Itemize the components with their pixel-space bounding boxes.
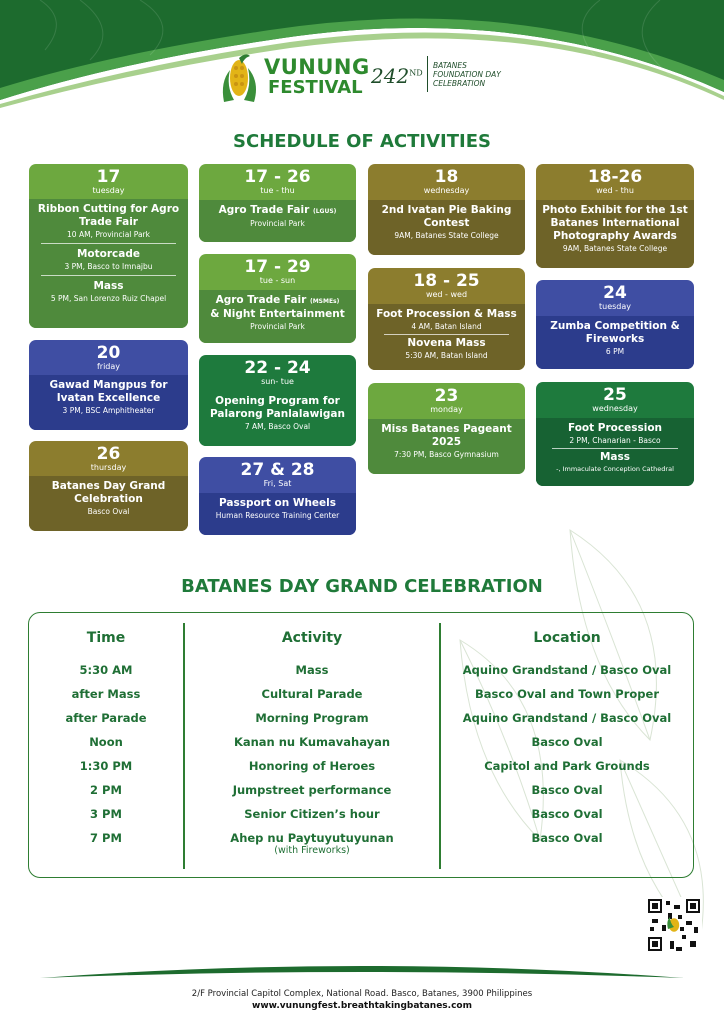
event-card: 18-26 wed - thu Photo Exhibit for the 1st Batanes International Photography Awards 9AM, Batanes State College <box>536 164 694 268</box>
event-card: 26 thursday Batanes Day Grand Celebration Basco Oval <box>29 441 188 531</box>
table-cell: Basco Oval <box>531 831 603 845</box>
logo-text-festival: FESTIVAL <box>268 77 363 98</box>
event-card: 27 & 28 Fri, Sat Passport on Wheels Human Resource Training Center <box>199 457 356 535</box>
table-cell: Noon <box>89 735 123 749</box>
event-card: 17 tuesday Ribbon Cutting for Agro Trade Fair 10 AM, Provincial Park Motorcade 3 PM, Basco to Imnajbu Mass 5 PM, San Lorenzo Ruiz Chapel <box>29 164 188 328</box>
table-cell: Aquino Grandstand / Basco Oval <box>462 711 672 725</box>
activity-column <box>185 629 439 856</box>
location-column <box>441 629 693 855</box>
address: 2/F Provincial Capitol Complex, National Road. Basco, Batanes, 3900 Philippines <box>191 989 533 999</box>
event-card: 22 - 24 sun- tue Opening Program for Palarong Panlalawigan 7 AM, Basco Oval <box>199 355 356 446</box>
grand-celebration-title: BATANES DAY GRAND CELEBRATION <box>181 576 543 597</box>
schedule-title: SCHEDULE OF ACTIVITIES <box>233 131 491 152</box>
table-cell: after Parade <box>65 711 147 725</box>
table-cell: 2 PM <box>90 783 122 797</box>
event-card: 17 - 29 tue - sun Agro Trade Fair (MSMEs) & Night Entertainment Provincial Park <box>199 254 356 343</box>
website-link[interactable]: www.vunungfest.breathtakingbatanes.com <box>252 1001 472 1011</box>
anniversary-text: BATANES FOUNDATION DAY CELEBRATION <box>433 61 501 88</box>
table-cell: Jumpstreet performance <box>232 783 392 797</box>
column-header: Activity <box>281 630 343 646</box>
festival-logo-icon <box>216 52 262 104</box>
event-card: 23 monday Miss Batanes Pageant 2025 7:30 PM, Basco Gymnasium <box>368 383 525 474</box>
column-header: Time <box>86 630 126 646</box>
table-cell: Senior Citizen’s hour <box>244 807 380 821</box>
table-cell: Capitol and Park Grounds <box>484 759 650 773</box>
time-column <box>29 629 183 855</box>
logo-text-vunung: VUNUNG <box>264 55 370 79</box>
table-cell: Basco Oval <box>531 735 603 749</box>
table-cell: Basco Oval <box>531 807 603 821</box>
anniversary-number: 242ND <box>371 64 423 88</box>
table-cell: Honoring of Heroes <box>248 759 376 773</box>
event-card: 18 - 25 wed - wed Foot Procession & Mass 4 AM, Batan Island Novena Mass 5:30 AM, Batan Island <box>368 268 525 370</box>
table-cell: 1:30 PM <box>79 759 133 773</box>
event-card: 25 wednesday Foot Procession 2 PM, Chanarian - Basco Mass -, Immaculate Conception Cathedral <box>536 382 694 486</box>
event-card: 20 friday Gawad Mangpus for Ivatan Excellence 3 PM, BSC Amphitheater <box>29 340 188 430</box>
event-card: 17 - 26 tue - thu Agro Trade Fair (LGUS) Provincial Park <box>199 164 356 242</box>
table-cell: Mass <box>295 663 329 677</box>
table-cell: Basco Oval <box>531 783 603 797</box>
event-card: 24 tuesday Zumba Competition & Fireworks 6 PM <box>536 280 694 369</box>
table-cell: 7 PM <box>90 831 122 845</box>
table-cell: Kanan nu Kumavahayan <box>233 735 391 749</box>
divider <box>427 56 428 92</box>
table-cell: Basco Oval and Town Proper <box>475 687 659 701</box>
event-card: 18 wednesday 2nd Ivatan Pie Baking Contest 9AM, Batanes State College <box>368 164 525 255</box>
table-cell: 3 PM <box>90 807 122 821</box>
table-cell: 5:30 AM <box>79 663 133 677</box>
table-cell: after Mass <box>71 687 141 701</box>
celebration-table <box>28 612 694 878</box>
table-cell: Ahep nu Paytuyutuyunan (with Fireworks) <box>230 831 394 856</box>
table-cell: Aquino Grandstand / Basco Oval <box>462 663 672 677</box>
table-cell: Cultural Parade <box>261 687 363 701</box>
qr-code-icon[interactable] <box>646 897 702 953</box>
column-header: Location <box>533 630 601 646</box>
table-cell: Morning Program <box>255 711 369 725</box>
footer-rule <box>0 960 724 986</box>
festival-logo <box>216 52 370 104</box>
